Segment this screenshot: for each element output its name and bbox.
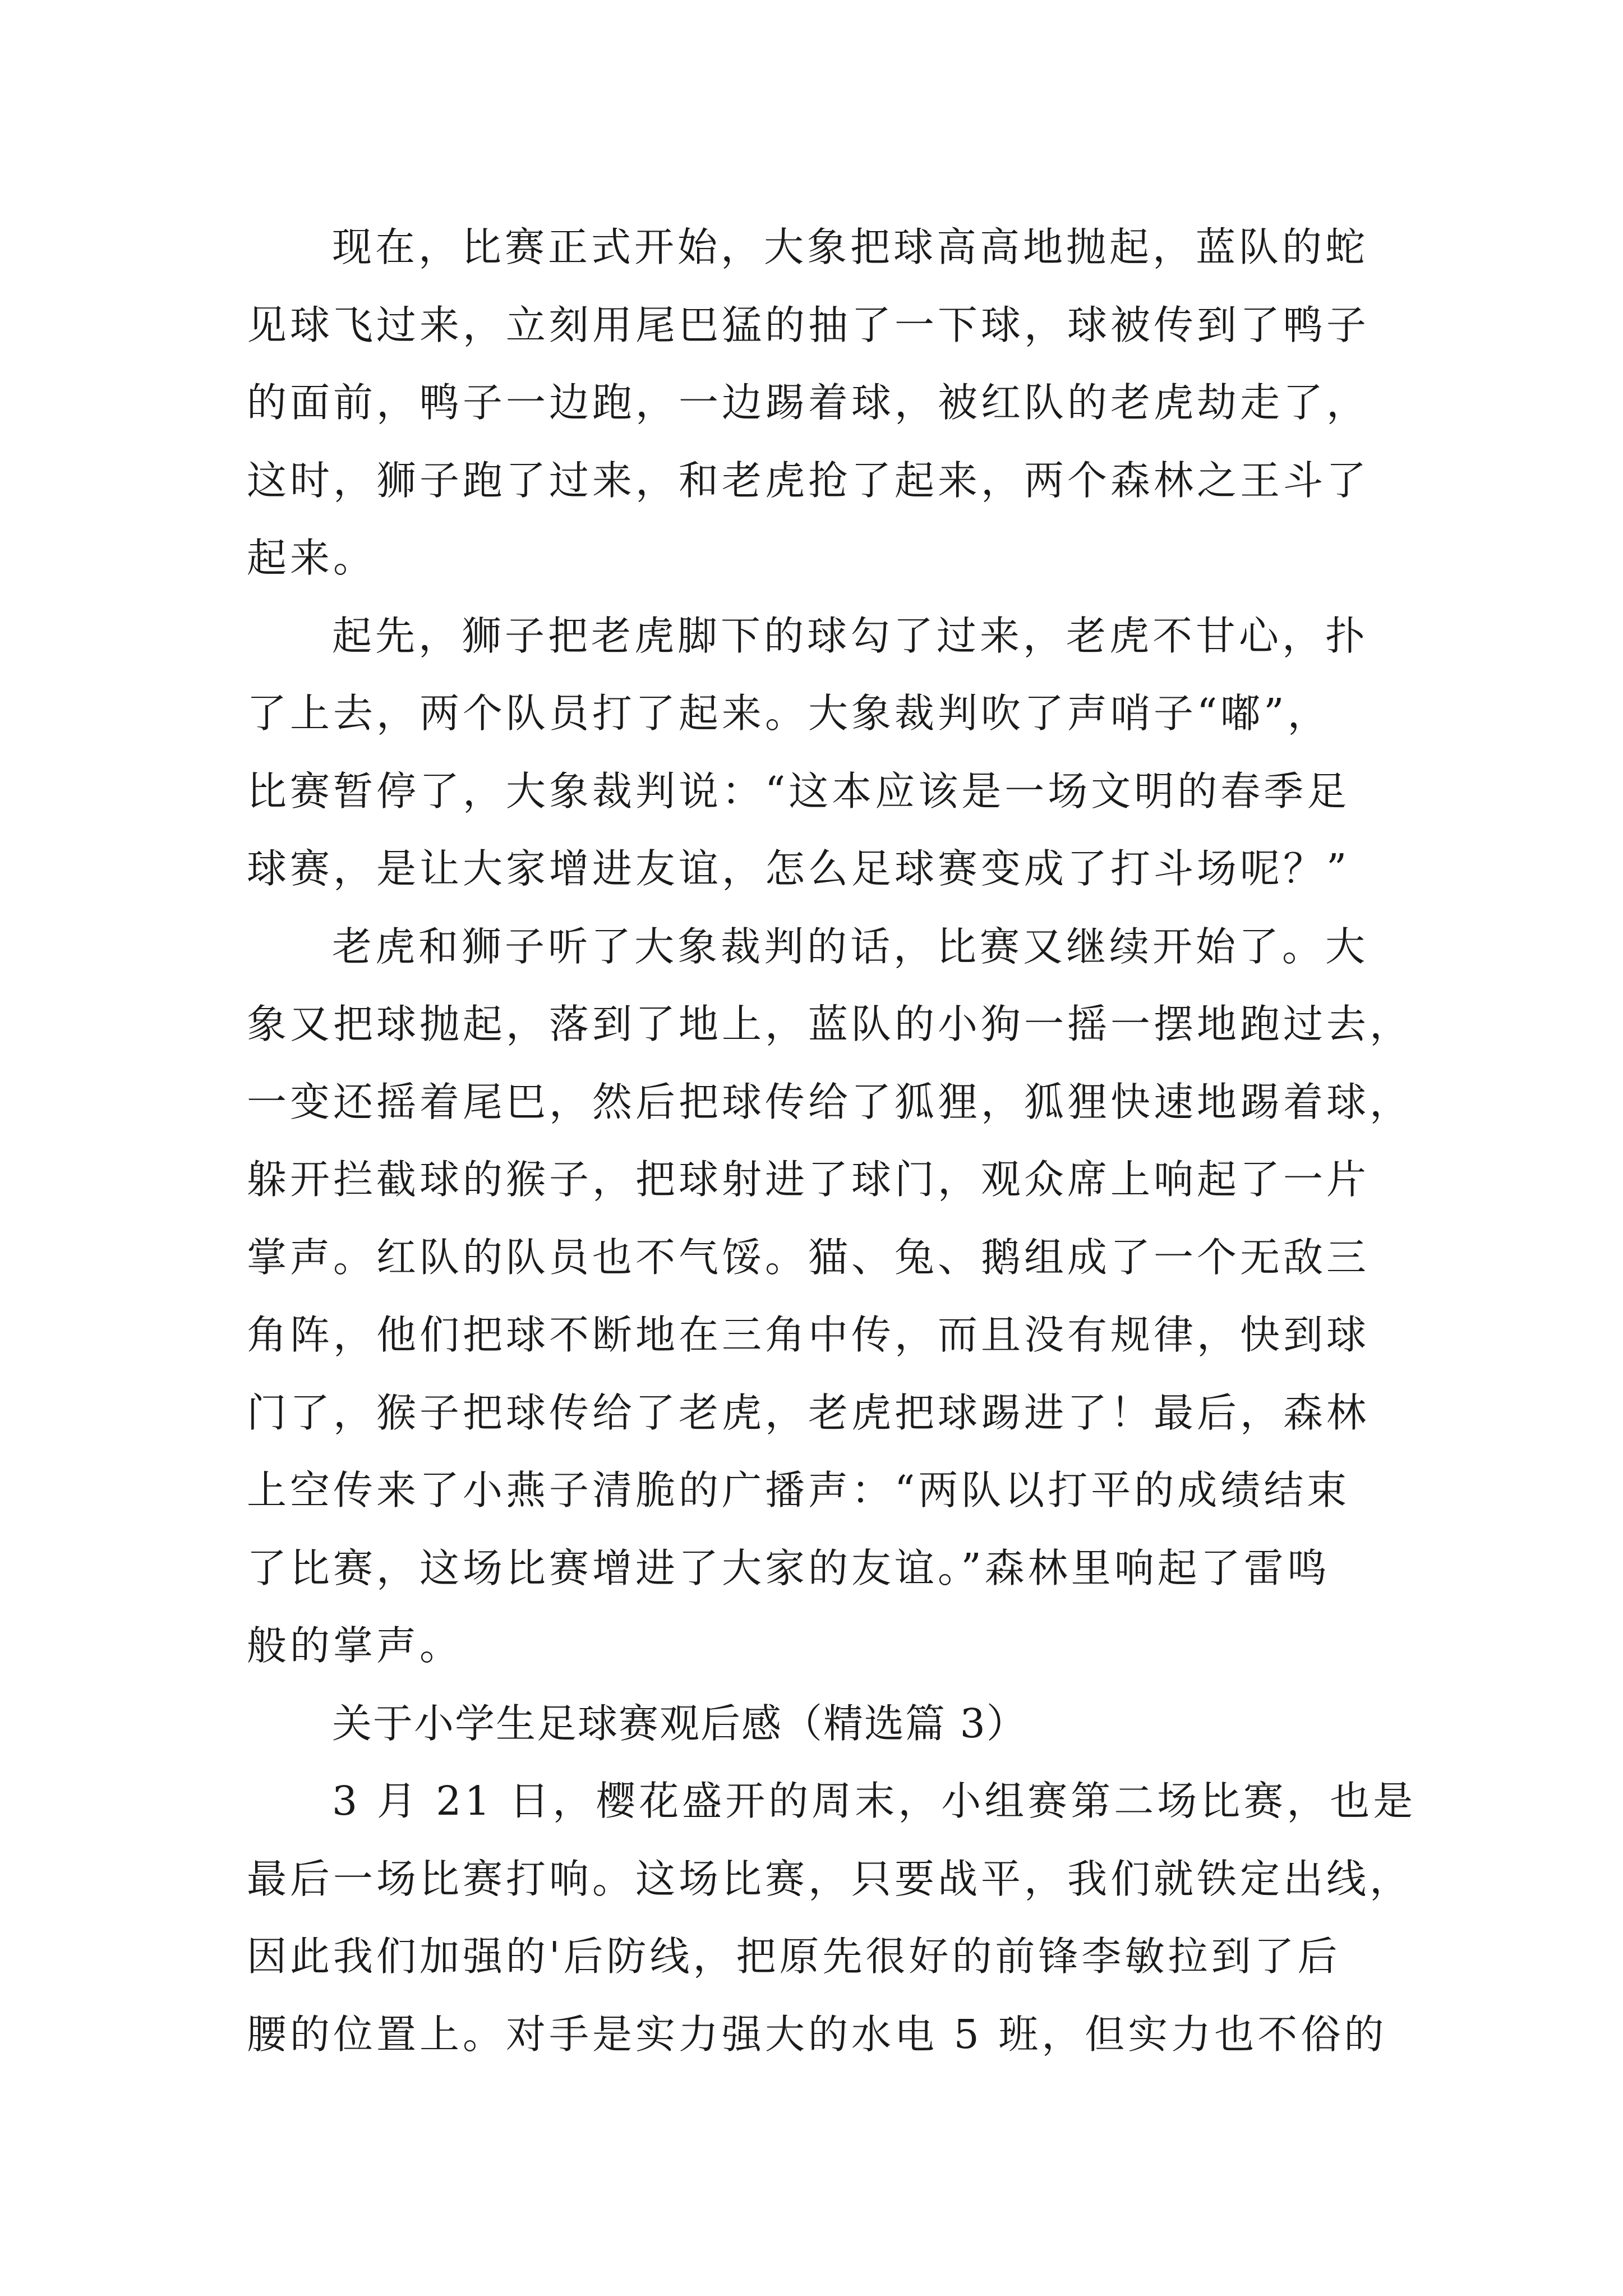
paragraph-line: 象又把球抛起，落到了地上，蓝队的小狗一摇一摆地跑过去， <box>247 1001 1413 1047</box>
paragraph-line: 门了，猴子把球传给了老虎，老虎把球踢进了！最后，森林 <box>247 1389 1370 1436</box>
paragraph-line: 般的掌声。 <box>247 1622 463 1669</box>
paragraph-line: 的面前，鸭子一边跑，一边踢着球，被红队的老虎劫走了， <box>247 379 1370 426</box>
paragraph-line: 因此我们加强的'后防线，把原先很好的前锋李敏拉到了后 <box>247 1933 1341 1980</box>
paragraph-line: 了上去，两个队员打了起来。大象裁判吹了声哨子“嘟”， <box>247 690 1331 737</box>
section-heading: 关于小学生足球赛观后感（精选篇 3） <box>332 1700 1027 1747</box>
paragraph-line: 上空传来了小燕子清脆的广播声：“两队以打平的成绩结束 <box>247 1467 1350 1513</box>
paragraph-line: 现在，比赛正式开始，大象把球高高地抛起，蓝队的蛇 <box>332 224 1369 270</box>
paragraph-line: 见球飞过来，立刻用尾巴猛的抽了一下球，球被传到了鸭子 <box>247 301 1370 348</box>
paragraph-line: 角阵，他们把球不断地在三角中传，而且没有规律，快到球 <box>247 1312 1370 1358</box>
paragraph-line: 最后一场比赛打响。这场比赛，只要战平，我们就铁定出线， <box>247 1855 1413 1902</box>
paragraph-line: 3 月 21 日，樱花盛开的周末，小组赛第二场比赛，也是 <box>332 1778 1417 1824</box>
paragraph-line: 起先，狮子把老虎脚下的球勾了过来，老虎不甘心，扑 <box>332 612 1369 659</box>
paragraph-line: 躲开拦截球的猴子，把球射进了球门，观众席上响起了一片 <box>247 1156 1370 1203</box>
article-body <box>247 209 1417 2073</box>
paragraph-line: 腰的位置上。对手是实力强大的水电 5 班，但实力也不俗的 <box>247 2010 1387 2058</box>
paragraph-line: 了比赛，这场比赛增进了大家的友谊。”森林里响起了雷鸣 <box>247 1544 1330 1591</box>
paragraph-line: 一变还摇着尾巴，然后把球传给了狐狸，狐狸快速地踢着球， <box>247 1078 1413 1125</box>
paragraph-line: 球赛，是让大家增进友谊，怎么足球赛变成了打斗场呢？” <box>247 845 1350 892</box>
paragraph-line: 起来。 <box>247 535 377 581</box>
paragraph-line: 这时，狮子跑了过来，和老虎抢了起来，两个森林之王斗了 <box>247 457 1370 504</box>
paragraph-line: 掌声。红队的队员也不气馁。猫、兔、鹅组成了一个无敌三 <box>247 1234 1370 1281</box>
paragraph-line: 比赛暂停了，大象裁判说：“这本应该是一场文明的春季足 <box>247 767 1350 815</box>
paragraph-line: 老虎和狮子听了大象裁判的话，比赛又继续开始了。大 <box>332 923 1369 970</box>
